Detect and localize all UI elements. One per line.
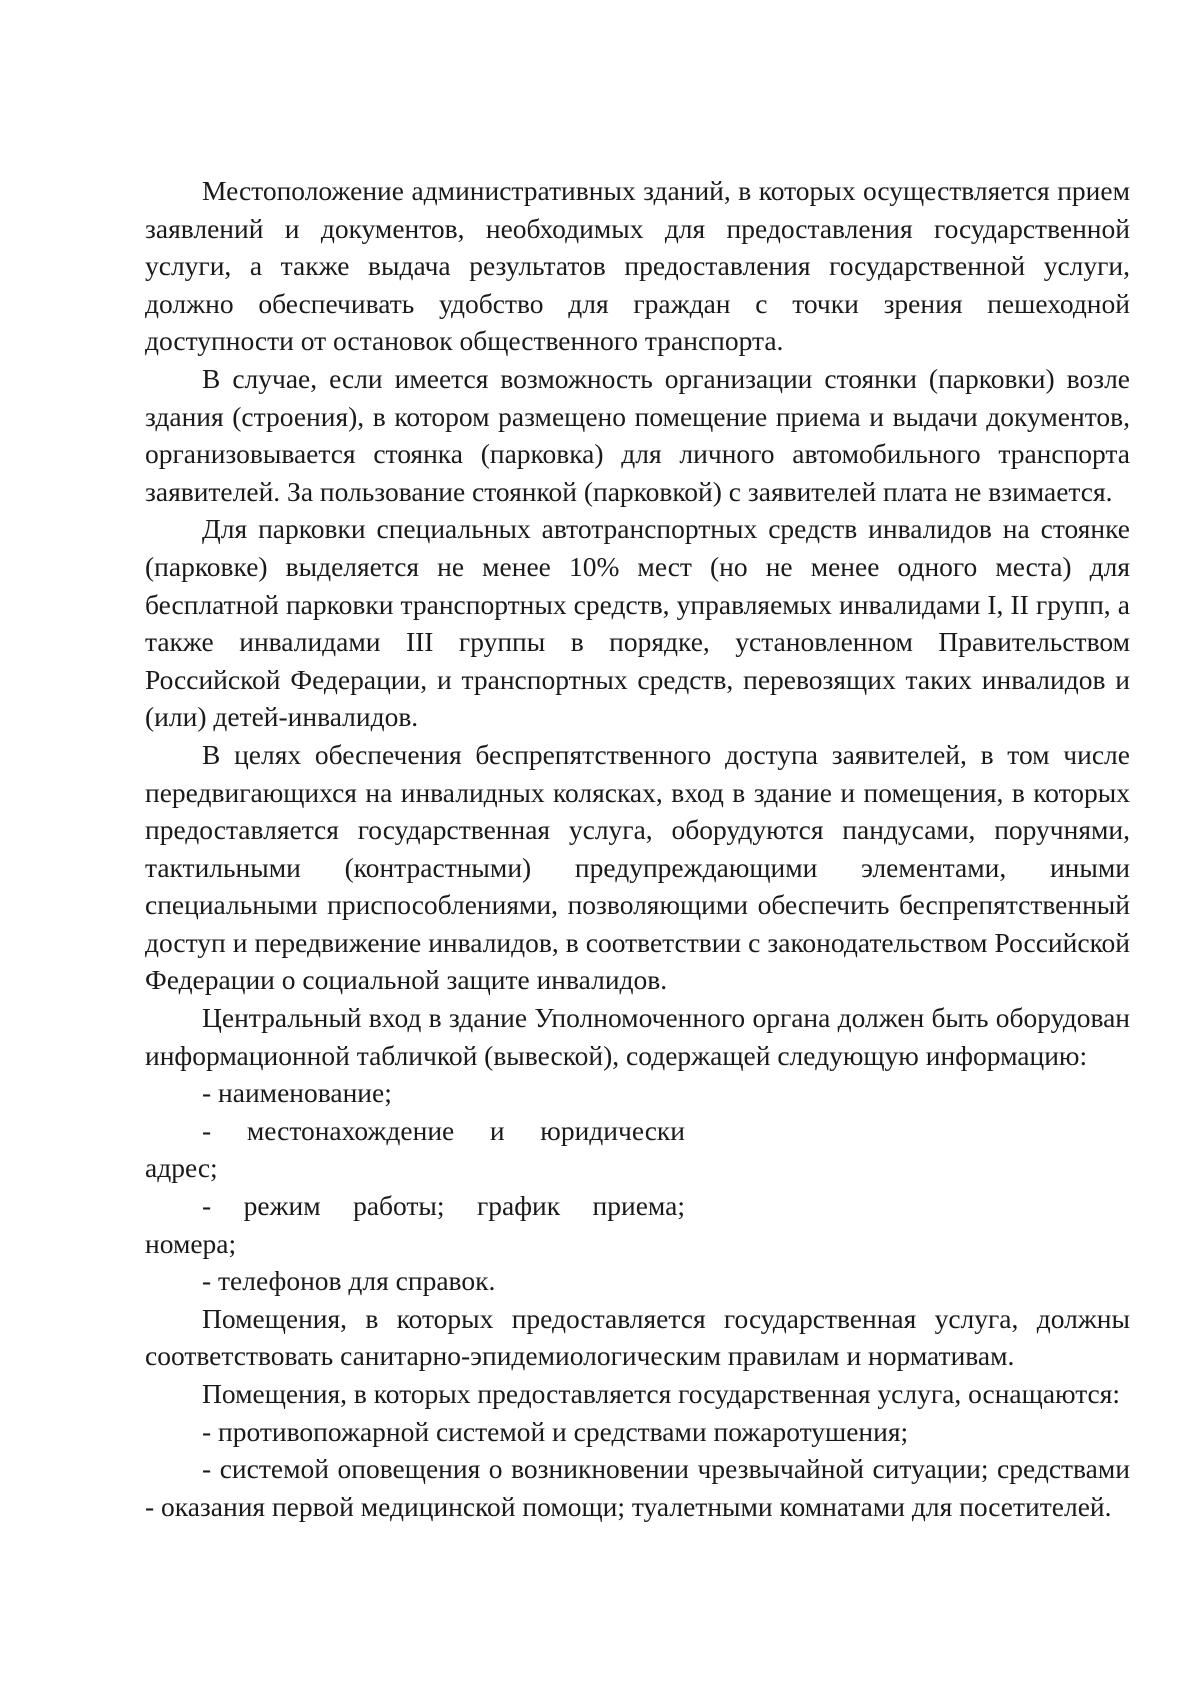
list-item-name: - наименование; <box>202 1077 392 1109</box>
document-page <box>145 172 1130 1525</box>
paragraph-equipment: Помещения, в которых предоставляется государственная услуга, оснащаются: <box>202 1378 1121 1409</box>
paragraph-building-location: Местоположение административных зданий, в которых осуществляется прием заявлений и документов, необходимых для предоставления государственной услуги, а также выдача результатов предоставления государственной услуги, должно обеспечивать удобство для граждан с точки зрения пешеходной доступности от остановок общественного транспорта. <box>145 175 1130 357</box>
paragraph-parking: В случае, если имеется возможность организации стоянки (парковки) возле здания (строения), в котором размещено помещение приема и выдачи документов, организовывается стоянка (парковка) для личного автомобильного транспорта заявителей. За пользование стоянкой (парковкой) с заявителей плата не взимается. <box>145 362 1130 507</box>
list-item-schedule-line2: номера; <box>145 1227 237 1259</box>
paragraph-disabled-parking: Для парковки специальных автотранспортных средств инвалидов на стоянке (парковке) выделяется не менее 10% мест (но не менее одного места) для бесплатной парковки транспортных средств, управляемых инвалидами I, II групп, а также инвалидами III группы в порядке, установленном Правительством Российской Федерации, и транспортных средств, перевозящих таких инвалидов и (или) детей-инвалидов. <box>145 513 1130 733</box>
paragraph-accessibility: В целях обеспечения беспрепятственного доступа заявителей, в том числе передвигающихся на инвалидных колясках, вход в здание и помещения, в которых предоставляется государственная услуга, оборудуются пандусами, поручнями, тактильными (контрастными) предупреждающими элементами, иными специальными приспособлениями, позволяющими обеспечить беспрепятственный доступ и передвижение инвалидов, в соответствии с законодательством Российской Федерации о социальной защите инвалидов. <box>145 738 1130 996</box>
list-item-schedule-line1: - режим работы; график приема; <box>202 1190 685 1222</box>
list-item-location-line1: - местонахождение и юридически <box>202 1114 685 1146</box>
paragraph-signboard: Центральный вход в здание Уполномоченного органа должен быть оборудован информационной табличкой (вывеской), содержащей следующую информацию: <box>145 1002 1130 1071</box>
paragraph-sanitary: Помещения, в которых предоставляется государственная услуга, должны соответствовать санитарно-эпидемиологическим правилам и нормативам. <box>145 1302 1130 1372</box>
list-item-fire-system: - противопожарной системой и средствами пожаротушения; <box>202 1415 909 1447</box>
list-item-phones: - телефонов для справок. <box>202 1265 496 1297</box>
list-item-emergency-system: - системой оповещения о возникновении чрезвычайной ситуации; средствами - оказания первой медицинской помощи; туалетными комнатами для посетителей. <box>145 1453 1130 1522</box>
list-item-location-line2: адрес; <box>145 1152 218 1184</box>
